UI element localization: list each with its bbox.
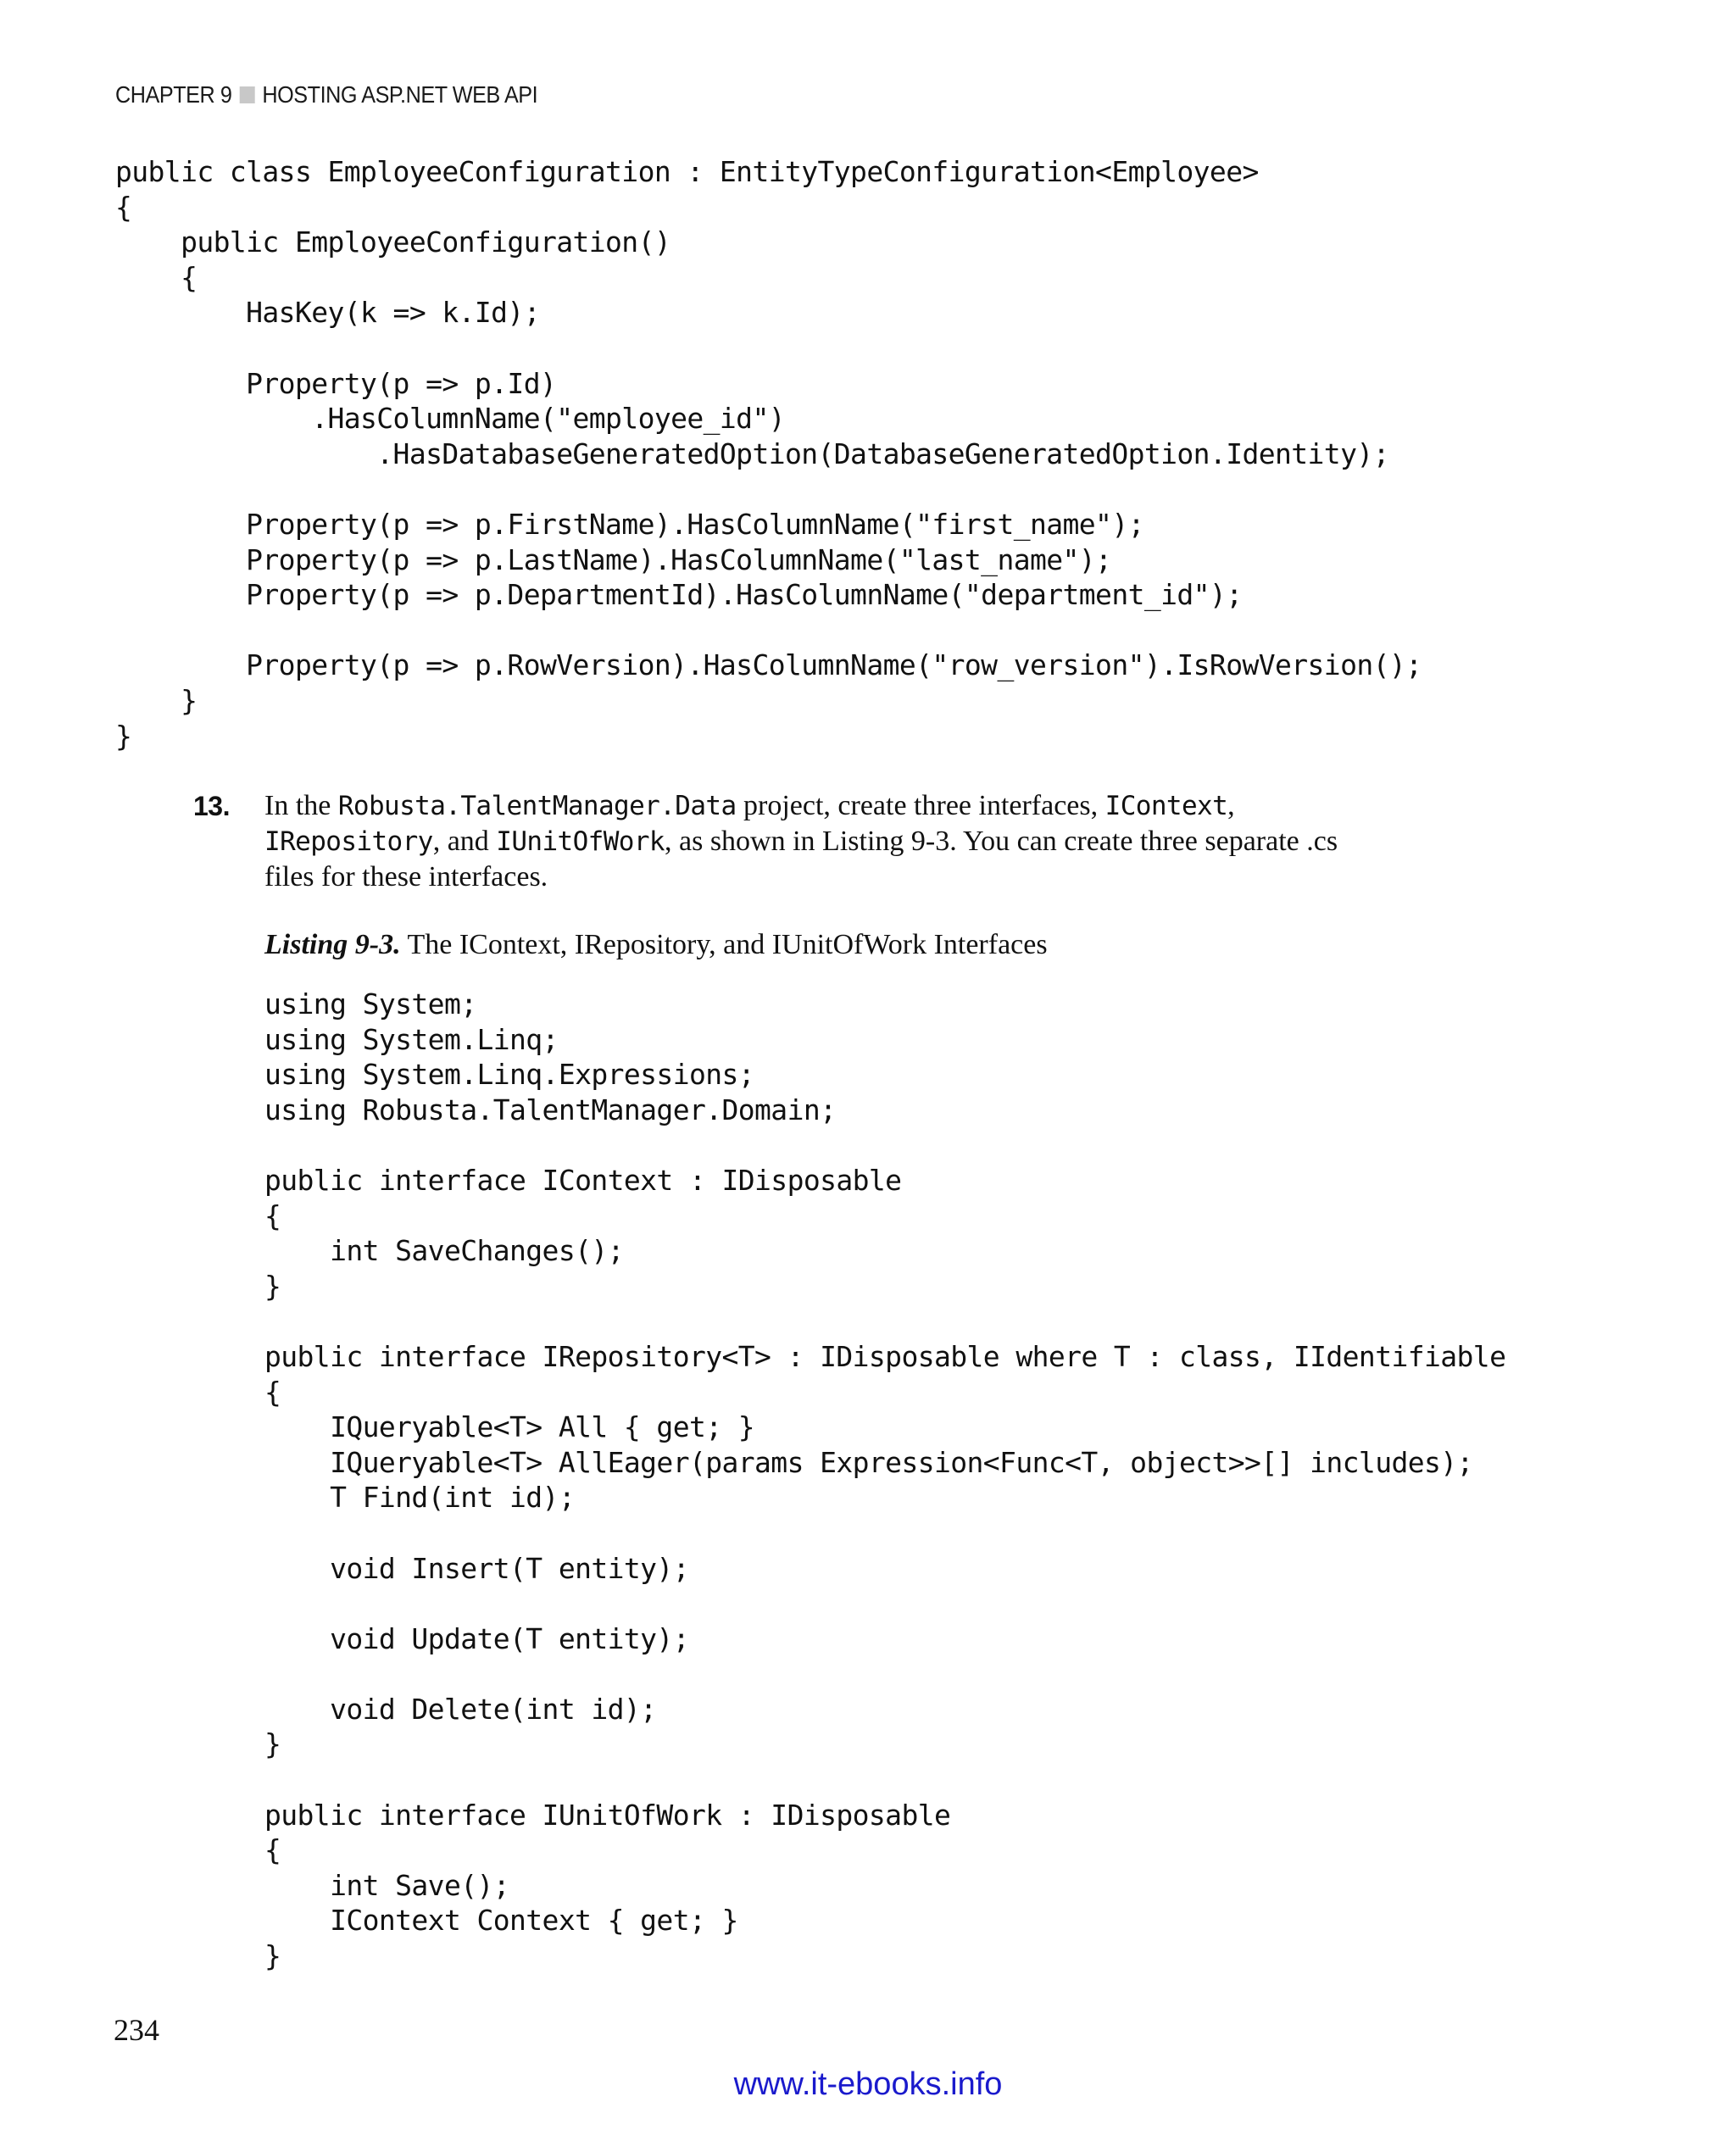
step-text-part-4: , and: [432, 826, 497, 857]
running-header: [115, 81, 537, 108]
code-inline-irepository: IRepository: [264, 826, 433, 857]
code-inline-project-name: Robusta.TalentManager.Data: [337, 791, 737, 821]
code-block-listing-9-3: using System; using System.Linq; using System.Linq.Expressions; using Robusta.TalentManager.Domain; public interface IContext : IDisposable { int SaveChanges(); } public interface IRepository<T> : IDisposable where T : class, IIdentifiable { IQueryable<T> All { get; } IQueryable<T> AllEager(params Expression<Func<T, object>>[] includes); T Find(int id); void Insert(T entity); void Update(T entity); void Delete(int id); } public interface IUnitOfWork : IDisposable { int Save(); IContext Context { get; } }: [264, 987, 1506, 1973]
listing-caption: [264, 929, 1048, 961]
step-text: [264, 788, 1366, 895]
page-number: 234: [114, 2013, 159, 2047]
step-text-part-1: In the: [264, 790, 338, 821]
code-inline-icontext: IContext: [1104, 791, 1228, 821]
chapter-label: CHAPTER 9: [115, 81, 232, 108]
listing-label: Listing 9-3.: [264, 929, 401, 960]
step-text-part-2: project, create three interfaces,: [736, 790, 1105, 821]
chapter-title: HOSTING ASP.NET WEB API: [262, 81, 538, 108]
header-separator-square: [239, 86, 254, 103]
code-inline-iunitofwork: IUnitOfWork: [496, 826, 665, 857]
code-block-employee-configuration: public class EmployeeConfiguration : EntityTypeConfiguration<Employee> { public EmployeeConfiguration() { HasKey(k => k.Id); Property(p => p.Id) .HasColumnName("employee_id") .HasDatabaseGeneratedOption(DatabaseGeneratedOption.Identity); Property(p => p.FirstName).HasColumnName("first_name"); Property(p => p.LastName).HasColumnName("last_name"); Property(p => p.DepartmentId).HasColumnName("department_id"); Property(p => p.RowVersion).HasColumnName("row_version").IsRowVersion(); } }: [115, 155, 1422, 753]
step-number: 13.: [193, 791, 230, 821]
watermark-link[interactable]: www.it-ebooks.info: [733, 2066, 1003, 2102]
listing-caption-text: The IContext, IRepository, and IUnitOfWork Interfaces: [407, 929, 1048, 960]
step-text-part-5: , as shown in Listing 9-3. You can create three separate .cs files for these interfaces.: [264, 826, 1338, 893]
step-text-part-3: ,: [1227, 790, 1235, 821]
step-13: [193, 788, 1380, 895]
